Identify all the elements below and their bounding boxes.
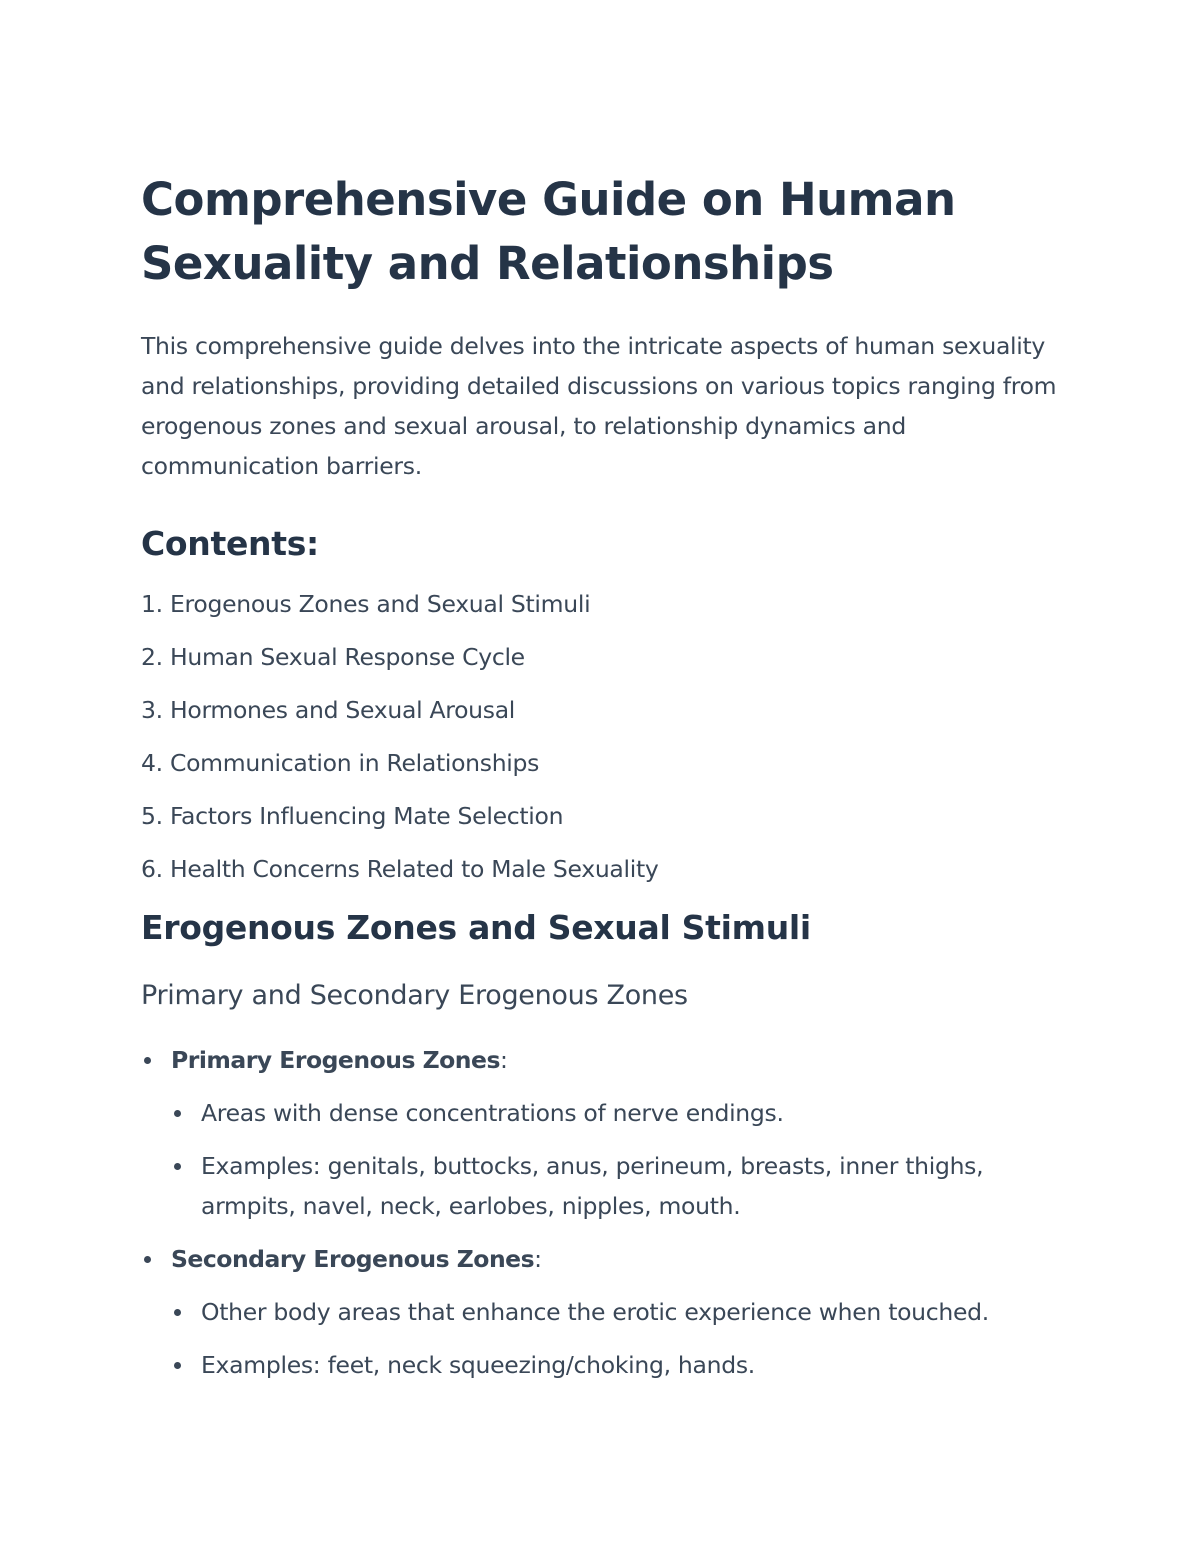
toc-item: 1. Erogenous Zones and Sexual Stimuli (141, 590, 591, 618)
zone-title-suffix: : (499, 1046, 508, 1074)
toc-item: 5. Factors Influencing Mate Selection (141, 802, 564, 830)
section-subheading: Primary and Secondary Erogenous Zones (141, 980, 688, 1011)
zone-item-primary (141, 1040, 1061, 1226)
zone-point: Areas with dense concentrations of nerve endings. (171, 1093, 1061, 1133)
section-heading: Erogenous Zones and Sexual Stimuli (141, 908, 811, 947)
toc-item: 4. Communication in Relationships (141, 749, 540, 777)
zone-point: Other body areas that enhance the erotic experience when touched. (171, 1292, 1061, 1332)
contents-heading: Contents: (141, 524, 319, 563)
zones-list (141, 1040, 1061, 1385)
intro-paragraph: This comprehensive guide delves into the intricate aspects of human sexuality and relationships, providing detailed discussions on various topics ranging from erogenous zones and sexual arousal, to relationship dynamics and communication barriers. (141, 332, 1057, 480)
toc-item: 3. Hormones and Sexual Arousal (141, 696, 516, 724)
zone-points (171, 1292, 1061, 1385)
zone-point: Examples: feet, neck squeezing/choking, hands. (171, 1345, 1061, 1385)
zone-title-suffix: : (534, 1245, 542, 1273)
zone-item-secondary (141, 1239, 1061, 1385)
table-of-contents (141, 588, 1061, 885)
toc-item: 6. Health Concerns Related to Male Sexuality (141, 855, 659, 883)
zone-title: Secondary Erogenous Zones (171, 1245, 535, 1273)
zone-title: Primary Erogenous Zones (171, 1046, 500, 1074)
zone-points (171, 1093, 1061, 1226)
zone-point: Examples: genitals, buttocks, anus, perineum, breasts, inner thighs, armpits, navel, neck, earlobes, nipples, mouth. (171, 1146, 1061, 1226)
document-title: Comprehensive Guide on Human Sexuality and Relationships (141, 173, 956, 290)
document-page (141, 168, 1061, 1398)
toc-item: 2. Human Sexual Response Cycle (141, 643, 525, 671)
